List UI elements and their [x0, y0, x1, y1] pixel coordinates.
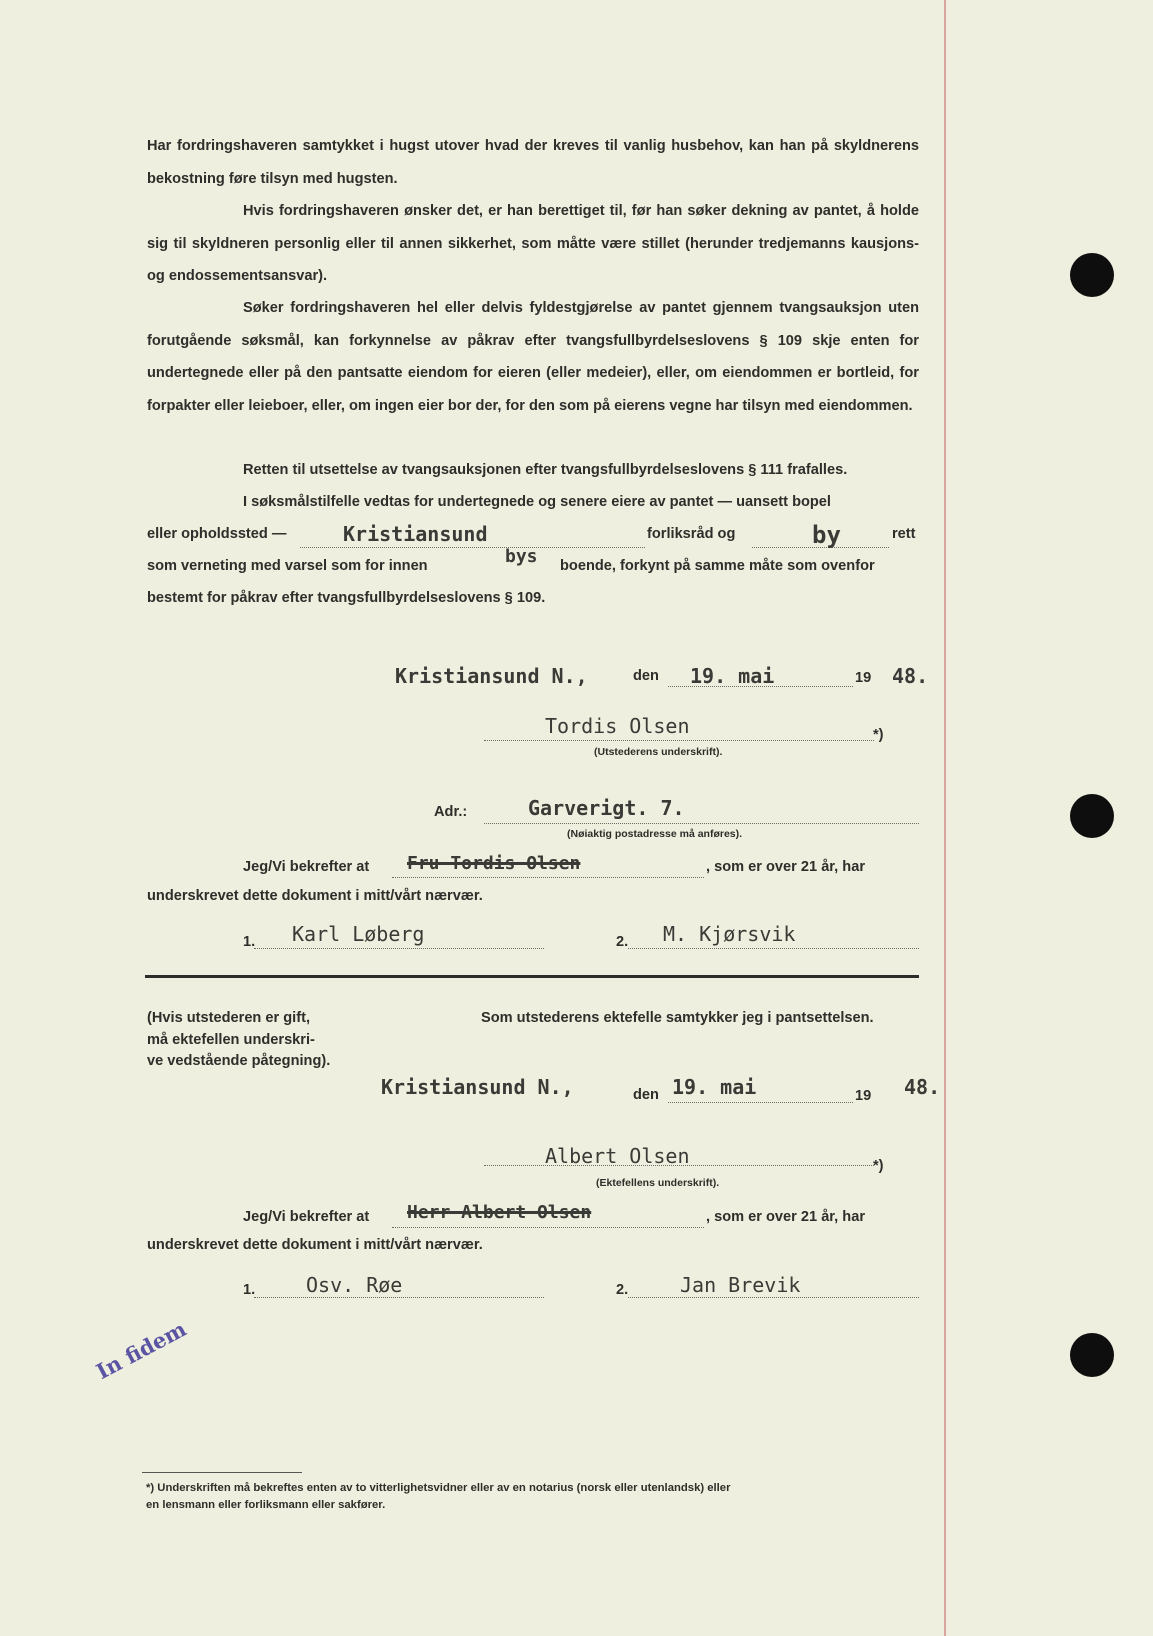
date-value-2: 19. mai [672, 1075, 757, 1099]
verneting-line-2-b: forliksråd og [647, 526, 736, 542]
confirm-text-2a: Jeg/Vi bekrefter at [243, 1209, 370, 1225]
spouse-note-line-1: (Hvis utstederen er gift, [147, 1010, 310, 1026]
verneting-line-3-a: som verneting med varsel som for innen [147, 558, 428, 574]
court-type-value: by [812, 521, 841, 549]
confirm-name-line-1 [392, 877, 704, 878]
witness1-line-2 [254, 1297, 544, 1298]
address-field-line [484, 823, 919, 824]
confirm-text-1a: Jeg/Vi bekrefter at [243, 859, 370, 875]
witness2-value-1: M. Kjørsvik [663, 922, 796, 946]
witness2-number-2: 2. [616, 1282, 629, 1298]
court-place-value: Kristiansund [343, 522, 488, 546]
witness1-value-2: Osv. Røe [306, 1273, 403, 1297]
witness1-number-1: 1. [243, 934, 256, 950]
paragraph-tvangsauksjon: Søker fordringshaveren hel eller delvis fyldestgjørelse av pantet gjennem tvangsauksjon uten forutgående søksmål, kan forkynnelse av påkrav efter tvangsfullbyrdelseslovens § 109 skje enten for undertegnede eller på den pantsatte eiendom for eieren (eller medeier), eller, om eiendommen er bortleid, for forpakter eller leieboer, eller, om ingen eier bor der, for den som på eierens vegne har tilsyn med eiendommen. [147, 300, 919, 414]
witness2-value-2: Jan Brevik [680, 1273, 801, 1297]
witness2-line-1 [628, 948, 919, 949]
year-suffix-2: 48. [904, 1075, 941, 1099]
punch-hole-top [1070, 253, 1114, 297]
spouse-caption: (Ektefellens underskrift). [596, 1177, 720, 1189]
spouse-note-line-2: må ektefellen underskri- [147, 1032, 315, 1048]
witness2-number-1: 2. [616, 934, 629, 950]
confirm-line-2-1: underskrevet dette dokument i mitt/vårt nærvær. [147, 888, 483, 904]
den-label-2: den [633, 1087, 659, 1103]
confirm-text-1b: , som er over 21 år, har [706, 859, 865, 875]
year-prefix-2: 19 [855, 1088, 872, 1104]
verneting-line-2-a: eller opholdssted — [147, 526, 287, 542]
verneting-line-3-b: boende, forkynt på samme måte som ovenfor [560, 558, 875, 574]
resident-type-value: bys [505, 546, 538, 567]
red-margin-line [944, 0, 946, 1636]
paragraph-hugst: Har fordringshaveren samtykket i hugst utover hvad der kreves til vanlig husbehov, kan han på skyldnerens bekostning føre tilsyn med hugsten. [147, 138, 919, 187]
date-value-1: 19. mai [690, 664, 775, 688]
paragraph-sikkerhet: Hvis fordringshaveren ønsker det, er han berettiget til, før han søker dekning av pantet, å holde sig til skyldneren personlig eller til annen sikkerhet, som måtte være stillet (herunder tredjemanns kausjons- og endossementsansvar). [147, 203, 919, 284]
issuer-signature-value: Tordis Olsen [545, 714, 690, 738]
place-value-2: Kristiansund N., [381, 1075, 574, 1099]
spouse-note-line-3: ve vedstående påtegning). [147, 1053, 331, 1069]
in-fidem-stamp: In fidem [92, 1316, 191, 1385]
paragraph-utsettelse: Retten til utsettelse av tvangsauksjonen efter tvangsfullbyrdelseslovens § 111 frafalles. [243, 462, 848, 478]
footnote-line-1: *) Underskriften må bekreftes enten av to vitterlighetsvidner eller av en notarius (norsk eller utenlandsk) eller [146, 1482, 731, 1494]
footnote-rule [142, 1472, 302, 1473]
verneting-line-1: I søksmålstilfelle vedtas for undertegnede og senere eiere av pantet — uansett bopel [243, 494, 831, 510]
issuer-asterisk: *) [873, 727, 884, 743]
witness1-number-2: 1. [243, 1282, 256, 1298]
spouse-asterisk: *) [873, 1158, 884, 1174]
adr-label: Adr.: [434, 804, 468, 820]
witness1-value-1: Karl Løberg [292, 922, 425, 946]
punch-hole-middle [1070, 794, 1114, 838]
court-place-field-line [300, 547, 645, 548]
verneting-line-2-c: rett [892, 526, 916, 542]
year-suffix-1: 48. [892, 664, 929, 688]
place-value-1: Kristiansund N., [395, 664, 588, 688]
confirmed-name-1: Fru Tordis Olsen [407, 853, 581, 874]
footnote-line-2: en lensmann eller forliksmann eller sakfører. [146, 1499, 386, 1511]
witness1-line-1 [254, 948, 544, 949]
confirmed-name-2: Herr Albert Olsen [407, 1202, 592, 1223]
footnote [146, 1480, 924, 1514]
issuer-signature-line [484, 740, 874, 741]
den-label-1: den [633, 668, 659, 684]
spouse-signature-value: Albert Olsen [545, 1144, 690, 1168]
address-value: Garverigt. 7. [528, 796, 685, 820]
confirm-name-line-2 [392, 1227, 704, 1228]
section-divider [145, 975, 919, 978]
confirm-line-2-2: underskrevet dette dokument i mitt/vårt nærvær. [147, 1237, 483, 1253]
year-prefix-1: 19 [855, 670, 872, 686]
confirm-text-2b: , som er over 21 år, har [706, 1209, 865, 1225]
address-caption: (Nøiaktig postadresse må anføres). [567, 828, 743, 840]
spouse-consent-text: Som utstederens ektefelle samtykker jeg i pantsettelsen. [481, 1010, 874, 1026]
punch-hole-bottom [1070, 1333, 1114, 1377]
issuer-caption: (Utstederens underskrift). [594, 746, 723, 758]
verneting-line-4: bestemt for påkrav efter tvangsfullbyrdelseslovens § 109. [147, 590, 546, 606]
date-field-line-2 [668, 1102, 853, 1103]
witness2-line-2 [628, 1297, 919, 1298]
